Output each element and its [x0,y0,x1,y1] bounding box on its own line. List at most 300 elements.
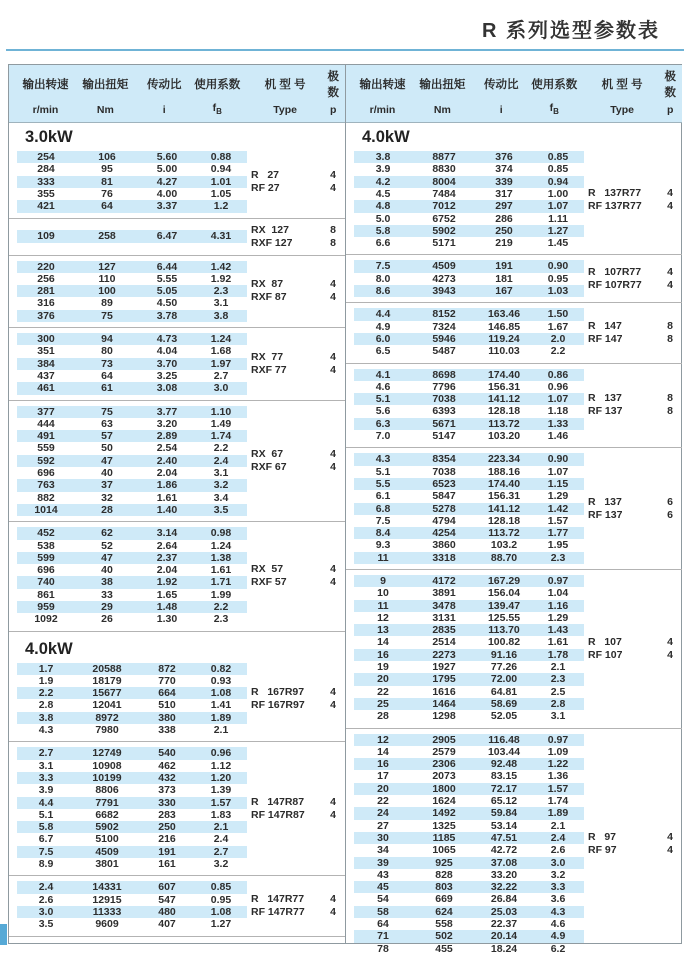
cell-torque: 5847 [432,490,456,503]
table-row [354,795,584,807]
table-row [17,881,247,893]
cell-speed: 2.6 [38,893,54,906]
table-row [354,649,584,661]
param-block-rx77 [9,331,345,396]
table-row [354,661,584,673]
cell-fb: 1.04 [547,587,569,600]
model-type: RF 137 [588,405,623,418]
table-row [354,237,584,249]
poles-value: 6 [667,495,673,508]
cell-fb: 2.2 [213,442,229,455]
table-row [17,809,247,821]
cell-torque: 76 [101,187,113,200]
cell-fb: 3.4 [213,491,229,504]
cell-speed: 316 [37,297,55,310]
cell-speed: 6.0 [375,332,391,345]
cell-torque: 8004 [432,175,456,188]
cell-speed: 452 [37,527,55,540]
cell-torque: 1325 [432,819,456,832]
cell-speed: 4.6 [375,380,391,393]
cell-fb: 2.4 [213,833,229,846]
cell-speed: 4.1 [375,368,391,381]
cell-ratio: 2.40 [156,454,178,467]
cell-speed: 6.1 [375,490,391,503]
cell-fb: 4.31 [210,230,232,243]
model-type: RXF 77 [251,363,287,376]
cell-speed: 740 [37,576,55,589]
cell-fb: 1.12 [210,759,232,772]
table-row [17,576,247,588]
cell-fb: 1.07 [547,200,569,213]
cell-fb: 1.42 [547,502,569,515]
cell-fb: 1.09 [547,745,569,758]
model-type: R 167R97 [251,686,305,699]
table-row [17,261,247,273]
table-row [17,504,247,516]
poles-value: 8 [330,236,336,249]
table-row [17,906,247,918]
cell-torque: 2905 [432,733,456,746]
cell-torque: 100 [98,285,116,298]
model-type: R 137 [588,495,622,508]
cell-fb: 0.95 [547,272,569,285]
cell-speed: 11 [377,551,389,564]
cell-ratio: 374 [495,163,513,176]
table-row [17,467,247,479]
table-row [354,503,584,515]
cell-torque: 7012 [432,200,456,213]
cell-speed: 5.6 [375,405,391,418]
cell-ratio: 4.50 [156,297,178,310]
cell-speed: 281 [37,285,55,298]
cell-speed: 6.8 [375,502,391,515]
header-ratio: 传动比 [484,79,519,91]
cell-fb: 1.03 [547,285,569,298]
cell-fb: 1.2 [213,200,229,213]
cell-fb: 1.43 [547,624,569,637]
cell-fb: 1.78 [547,648,569,661]
cell-ratio: 119.24 [488,332,520,345]
cell-fb: 3.2 [213,479,229,492]
cell-fb: 2.6 [550,844,566,857]
cell-fb: 2.7 [213,845,229,858]
cell-fb: 1.18 [547,405,569,418]
cell-ratio: 163.46 [487,308,521,321]
model-type: R 107R77 [588,265,642,278]
cell-speed: 444 [37,417,55,430]
model-type: RF 27 [251,181,280,194]
cell-torque: 3801 [95,858,119,871]
cell-speed: 4.5 [375,187,391,200]
table-row [17,894,247,906]
table-row [17,833,247,845]
table-row [354,612,584,624]
cell-speed: 4.4 [38,796,54,809]
cell-torque: 669 [435,893,453,906]
table-row [354,273,584,285]
table-row [17,176,247,188]
table-row [354,188,584,200]
poles-value: 4 [330,291,336,304]
cell-fb: 2.1 [550,819,566,832]
cell-speed: 5.1 [38,808,54,821]
cell-fb: 1.41 [210,699,232,712]
cell-ratio: 510 [158,699,176,712]
unit-p: p [666,104,674,117]
cell-torque: 2306 [432,758,456,771]
cell-fb: 2.3 [213,613,229,626]
cell-ratio: 125.55 [487,611,521,624]
cell-fb: 4.9 [550,930,566,943]
cell-speed: 4.4 [375,308,391,321]
cell-ratio: 128.18 [487,405,521,418]
block-divider [346,302,682,303]
cell-speed: 3.9 [375,163,391,176]
cell-fb: 0.96 [210,747,232,760]
poles-value: 4 [330,686,336,699]
cell-speed: 24 [377,807,389,820]
cell-fb: 1.74 [547,795,569,808]
param-block-r147-8p [346,306,682,359]
cell-speed: 8.4 [375,527,391,540]
table-row [354,820,584,832]
cell-ratio: 42.72 [490,844,518,857]
cell-torque: 57 [101,430,113,443]
cell-speed: 43 [377,868,389,881]
cell-speed: 45 [377,881,389,894]
cell-torque: 1492 [432,807,456,820]
poles-value: 4 [330,460,336,473]
table-row [354,539,584,551]
cell-ratio: 283 [158,808,176,821]
table-row [17,699,247,711]
cell-ratio: 373 [158,784,176,797]
cell-torque: 5487 [432,345,456,358]
cell-fb: 4.3 [550,905,566,918]
cell-ratio: 58.69 [490,697,518,710]
cell-torque: 80 [101,345,113,358]
block-divider [9,741,345,742]
cell-ratio: 338 [158,724,176,737]
table-row [354,453,584,465]
cell-speed: 2.4 [38,881,54,894]
cell-torque: 6523 [432,477,456,490]
cell-fb: 3.1 [213,297,229,310]
cell-speed: 8.6 [375,285,391,298]
table-row [17,846,247,858]
cell-torque: 3318 [432,551,456,564]
cell-speed: 14 [377,745,389,758]
table-row [354,478,584,490]
cell-torque: 3478 [432,599,456,612]
table-row [354,321,584,333]
cell-ratio: 4.04 [156,345,178,358]
cell-fb: 0.94 [547,175,569,188]
cell-ratio: 1.61 [156,491,178,504]
table-row [17,601,247,613]
cell-ratio: 33.20 [490,868,518,881]
cell-ratio: 407 [158,918,176,931]
cell-ratio: 72.00 [490,673,518,686]
cell-speed: 7.5 [375,260,391,273]
cell-speed: 376 [37,309,55,322]
cell-torque: 12915 [92,893,122,906]
cell-torque: 2579 [432,745,456,758]
cell-speed: 1092 [34,613,58,626]
cell-ratio: 770 [158,674,176,687]
cell-fb: 1.57 [210,796,232,809]
model-type: R 137 [588,392,622,405]
model-type: RX 67 [251,447,284,460]
cell-ratio: 113.72 [488,527,520,540]
cell-fb: 1.42 [210,260,232,273]
cell-speed: 3.1 [38,759,54,772]
block-divider [346,254,682,255]
table-row [354,746,584,758]
cell-speed: 4.9 [375,320,391,333]
param-block-r27 [9,149,345,214]
cell-ratio: 64.81 [490,685,518,698]
table-row [17,285,247,297]
table-row [17,382,247,394]
table-row [17,613,247,625]
poles-value: 4 [330,447,336,460]
cell-fb: 0.85 [547,163,569,176]
model-type: RX 127 [251,223,289,236]
table-row [354,758,584,770]
cell-speed: 8.0 [375,272,391,285]
table-row [17,455,247,467]
cell-speed: 2.8 [38,699,54,712]
table-row [354,430,584,442]
table-row [354,698,584,710]
cell-torque: 1065 [432,844,456,857]
cell-ratio: 540 [158,747,176,760]
param-block-rx57 [9,525,345,627]
cell-fb: 1.22 [547,758,569,771]
cell-ratio: 191 [158,845,176,858]
param-block-r107 [346,573,682,725]
header-model-type: 机 型 号 [601,79,643,91]
cell-ratio: 26.84 [490,893,518,906]
cell-ratio: 432 [158,771,176,784]
cell-ratio: 181 [495,272,513,285]
table-row [354,636,584,648]
cell-torque: 14331 [92,881,122,894]
cell-speed: 20 [377,782,389,795]
cell-torque: 6752 [432,212,456,225]
cell-ratio: 103.44 [487,745,521,758]
cell-torque: 3860 [432,539,456,552]
cell-torque: 75 [101,309,113,322]
table-row [17,527,247,539]
poles-value: 4 [667,844,673,857]
cell-ratio: 83.15 [490,770,518,783]
section-heading-4kw-left: 4.0kW [25,639,73,658]
cell-ratio: 59.84 [490,807,518,820]
table-row [354,527,584,539]
cell-fb: 2.0 [550,332,566,345]
table-row [354,308,584,320]
cell-ratio: 480 [158,905,176,918]
cell-speed: 78 [377,942,389,955]
cell-speed: 2.7 [38,747,54,760]
poles-value: 4 [667,831,673,844]
cell-torque: 5171 [432,237,456,250]
cell-speed: 355 [37,187,55,200]
cell-ratio: 174.40 [487,368,521,381]
table-row [17,479,247,491]
cell-fb: 0.90 [547,453,569,466]
block-divider [9,327,345,328]
table-row [354,930,584,942]
cell-ratio: 139.47 [487,599,521,612]
cell-ratio: 146.85 [487,320,521,333]
cell-ratio: 4.27 [156,175,178,188]
cell-speed: 19 [377,661,389,674]
cell-fb: 0.95 [210,893,232,906]
cell-speed: 5.8 [38,821,54,834]
cell-fb: 2.1 [213,821,229,834]
table-row [354,893,584,905]
model-type: RX 77 [251,350,284,363]
cell-torque: 6682 [95,808,119,821]
cell-ratio: 2.89 [156,430,178,443]
table-row [17,345,247,357]
cell-ratio: 2.54 [156,442,178,455]
table-row [17,797,247,809]
cell-torque: 12749 [92,747,122,760]
table-row [354,490,584,502]
cell-ratio: 92.48 [490,758,518,771]
cell-torque: 20588 [92,662,122,675]
cell-speed: 559 [37,442,55,455]
table-row [354,844,584,856]
cell-speed: 461 [37,382,55,395]
cell-torque: 37 [101,479,113,492]
cell-fb: 0.88 [210,151,232,164]
cell-ratio: 2.04 [156,564,178,577]
header-service-factor: 使用系数 [531,79,578,91]
cell-ratio: 167.29 [487,575,521,587]
header-output-speed: 输出转速 [359,79,406,91]
cell-ratio: 5.55 [156,272,178,285]
unit-rpm: r/min [32,104,59,117]
table-row [354,906,584,918]
cell-torque: 9609 [95,918,119,931]
cell-torque: 15677 [92,687,122,700]
cell-fb: 1.08 [210,905,232,918]
cell-speed: 8.9 [38,858,54,871]
cell-torque: 106 [98,151,116,164]
table-row [354,333,584,345]
poles-value: 8 [330,223,336,236]
cell-ratio: 3.25 [156,369,178,382]
cell-speed: 254 [37,151,55,164]
cell-ratio: 77.26 [490,661,518,674]
model-type: RX 87 [251,278,284,291]
cell-speed: 384 [37,357,55,370]
unit-fb: $f_B$ [549,102,559,117]
param-block-r147r77 [9,879,345,932]
cell-torque: 50 [101,442,113,455]
cell-ratio: 128.18 [487,514,521,527]
table-row [17,370,247,382]
cell-ratio: 6.44 [156,260,178,273]
cell-torque: 2514 [432,636,456,649]
table-row [17,492,247,504]
cell-ratio: 216 [158,833,176,846]
section-heading-4kw-right: 4.0kW [362,128,410,147]
cell-torque: 89 [101,297,113,310]
unit-nm: Nm [96,104,114,117]
table-row [17,747,247,759]
cell-speed: 22 [377,685,389,698]
table-row [17,712,247,724]
block-divider [9,521,345,522]
cell-fb: 1.33 [547,417,569,430]
param-block-rx67 [9,404,345,519]
cell-speed: 22 [377,795,389,808]
cell-speed: 16 [377,648,389,661]
cell-ratio: 18.24 [490,942,518,955]
table-row [354,943,584,955]
cell-torque: 52 [101,539,113,552]
table-row [17,151,247,163]
cell-ratio: 72.17 [490,782,518,795]
table-row [17,200,247,212]
cell-speed: 437 [37,369,55,382]
cell-torque: 1464 [432,697,456,710]
cell-fb: 1.57 [547,514,569,527]
table-row [17,230,247,242]
cell-fb: 0.82 [210,662,232,675]
poles-value: 4 [330,181,336,194]
cell-fb: 1.16 [547,599,569,612]
cell-torque: 5147 [432,430,456,443]
cell-torque: 7791 [95,796,119,809]
cell-fb: 0.98 [210,527,232,540]
poles-value: 4 [330,905,336,918]
cell-fb: 1.67 [547,320,569,333]
cell-fb: 2.3 [213,285,229,298]
cell-ratio: 219 [495,237,513,250]
model-type: R 147R77 [251,892,305,905]
selection-parameter-table [8,64,682,955]
cell-torque: 8152 [432,308,456,321]
model-type: R 147R87 [251,795,305,808]
poles-value: 4 [330,795,336,808]
cell-fb: 2.4 [213,454,229,467]
cell-torque: 1624 [432,795,456,808]
cell-speed: 7.5 [38,845,54,858]
param-block-rx127 [9,222,345,252]
cell-torque: 1616 [432,685,456,698]
poles-value: 4 [330,168,336,181]
block-divider [9,875,345,876]
cell-ratio: 376 [495,151,513,164]
table-row [17,418,247,430]
cell-ratio: 286 [495,212,513,225]
title-underline-rule [6,49,684,51]
cell-ratio: 3.78 [156,309,178,322]
header-model-type: 机 型 号 [264,79,306,91]
cell-fb: 3.6 [550,893,566,906]
unit-fb: $f_B$ [212,102,222,117]
poles-value: 4 [330,699,336,712]
cell-ratio: 1.48 [156,601,178,613]
cell-ratio: 250 [158,821,176,834]
